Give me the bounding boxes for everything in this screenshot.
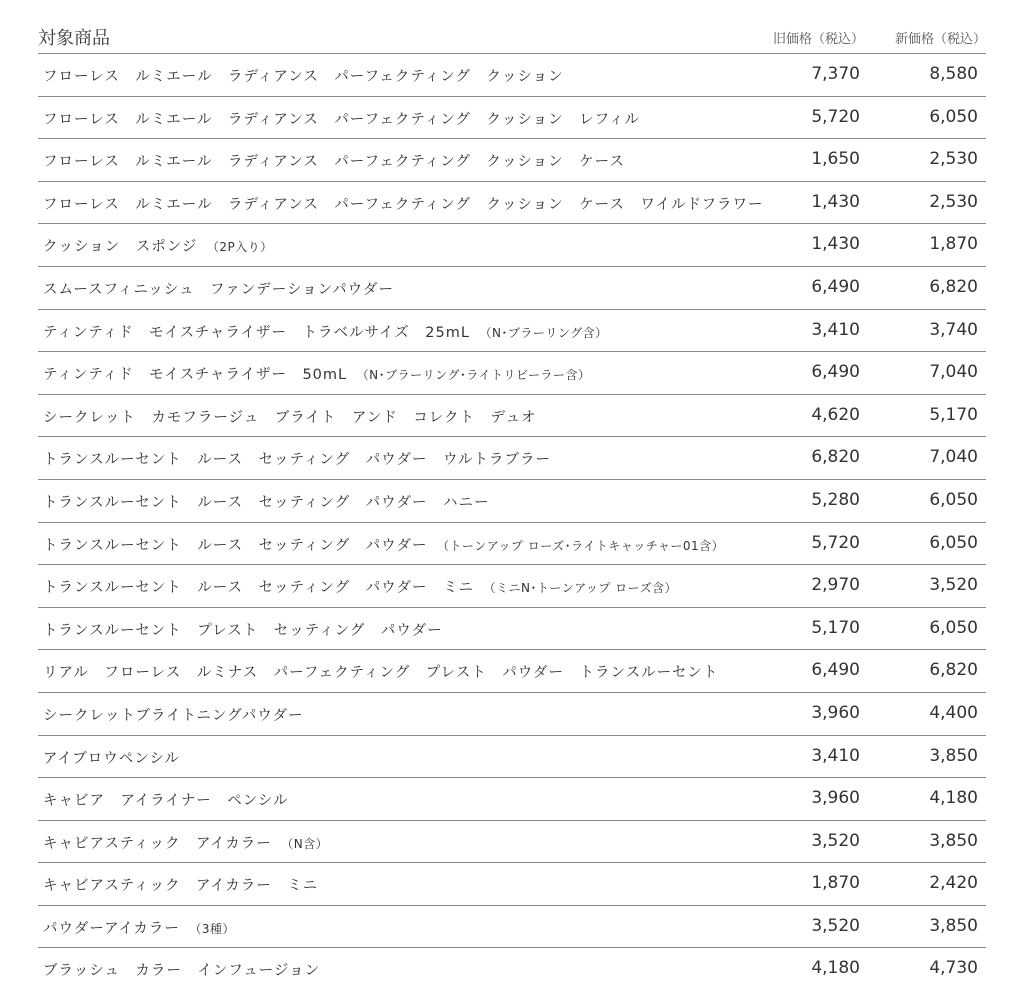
product-name [43,704,304,725]
table-row [38,480,986,523]
product-name-text: キャビアスティック アイカラー ミニ [43,878,319,895]
old-price: 5,170 [811,617,860,638]
table-row [38,267,986,310]
product-note: （3種） [195,921,236,936]
product-name [43,832,328,853]
product-name [43,321,608,342]
table-row [38,352,986,395]
product-name-text: トランスルーセント ルース セッティング パウダー ハニー [43,494,490,511]
product-name [43,661,718,682]
table-row [38,863,986,906]
new-price: 6,050 [929,532,978,553]
table-row [38,54,986,97]
new-price: 6,820 [929,660,978,681]
old-price-column-header: 旧価格（税込） [772,32,864,47]
product-name [43,65,564,86]
old-price: 6,490 [811,660,860,681]
new-price: 2,530 [929,149,978,170]
old-price: 1,650 [811,149,860,170]
old-price: 4,180 [811,958,860,979]
new-price: 4,400 [929,702,978,723]
table-row [38,650,986,693]
product-name [43,108,640,129]
product-name-text: ティンティド モイスチャライザー 50mL [43,367,363,384]
product-name-text: トランスルーセント プレスト セッティング パウダー [43,622,443,639]
new-price: 4,180 [929,788,978,809]
product-name [43,534,724,555]
table-row [38,821,986,864]
old-price: 5,720 [811,532,860,553]
table-row [38,437,986,480]
table-header [38,14,986,54]
product-name-text: アイブロウペンシル [43,750,181,767]
old-price: 6,490 [811,276,860,297]
product-name [43,959,320,980]
new-price: 2,420 [929,873,978,894]
old-price: 1,430 [811,191,860,212]
new-price: 1,870 [929,234,978,255]
new-price: 7,040 [929,362,978,383]
product-note: （トーンアップ ローズ･ライトキャッチャー01含） [442,538,725,553]
old-price: 2,970 [811,575,860,596]
product-name [43,363,591,384]
old-price: 6,490 [811,362,860,383]
new-price: 3,740 [929,319,978,340]
product-name [43,406,537,427]
product-name [43,874,318,895]
new-price-column-header: 新価格（税込） [894,32,986,47]
product-name [43,789,289,810]
product-column-header: 対象商品 [38,28,110,49]
product-name [43,747,180,768]
price-table [38,14,986,991]
product-name [43,193,764,214]
product-name [43,235,273,256]
old-price: 5,280 [811,489,860,510]
new-price: 5,170 [929,404,978,425]
new-price: 8,580 [929,64,978,84]
old-price: 5,720 [811,106,860,127]
product-name-text: トランスルーセント ルース セッティング パウダー ミニ [43,580,490,597]
product-note: （N･ブラーリング･ライトリビーラー含） [362,368,591,383]
old-price: 3,960 [811,788,860,809]
table-row [38,97,986,140]
new-price: 7,040 [929,447,978,468]
new-price: 3,520 [929,575,978,596]
product-note: （N･ブラーリング含） [485,325,608,340]
product-note: （ミニN･トーンアップ ローズ含） [489,581,678,596]
new-price: 3,850 [929,745,978,766]
table-row [38,139,986,182]
product-name [43,448,551,469]
product-name-text: シークレット カモフラージュ ブライト アンド コレクト デュオ [43,409,537,426]
new-price: 2,530 [929,191,978,212]
old-price: 1,870 [811,873,860,894]
product-name-text: リアル フローレス ルミナス パーフェクティング プレスト パウダー トランスルーセント [43,665,719,682]
table-row [38,736,986,779]
new-price: 4,730 [929,958,978,979]
product-name [43,150,625,171]
new-price: 6,050 [929,489,978,510]
new-price: 6,050 [929,617,978,638]
product-name-text: トランスルーセント ルース セッティング パウダー ウルトラブラー [43,452,552,469]
table-row [38,310,986,353]
product-note: （2P入り） [212,240,273,255]
old-price: 3,960 [811,702,860,723]
table-row [38,182,986,225]
table-row [38,778,986,821]
old-price: 3,410 [811,319,860,340]
table-row [38,224,986,267]
product-name-text: フローレス ルミエール ラディアンス パーフェクティング クッション ケース ワイルドフラワー [43,196,764,213]
product-name-text: フローレス ルミエール ラディアンス パーフェクティング クッション [43,69,564,85]
old-price: 4,620 [811,404,860,425]
old-price: 7,370 [811,64,860,84]
product-name-text: フローレス ルミエール ラディアンス パーフェクティング クッション レフィル [43,111,640,128]
product-name-text: パウダーアイカラー [43,920,196,937]
old-price: 3,520 [811,915,860,936]
product-name-text: ブラッシュ カラー インフュージョン [43,963,321,980]
table-body [38,54,986,991]
product-name-text: キャビアスティック アイカラー [43,835,288,852]
old-price: 3,410 [811,745,860,766]
old-price: 1,430 [811,234,860,255]
product-name [43,491,489,512]
table-row [38,608,986,651]
table-row [38,948,986,991]
product-name-text: ティンティド モイスチャライザー トラベルサイズ 25mL [43,324,486,341]
table-row [38,565,986,608]
table-row [38,693,986,736]
new-price: 3,850 [929,830,978,851]
product-name-text: クッション スポンジ [43,239,213,256]
new-price: 3,850 [929,915,978,936]
product-name-text: シークレットブライトニングパウダー [43,707,304,724]
new-price: 6,050 [929,106,978,127]
product-name-text: スムースフィニッシュ ファンデーションパウダー [43,281,394,298]
product-name [43,917,235,938]
table-row [38,523,986,566]
product-name [43,278,394,299]
table-row [38,906,986,949]
product-name-text: フローレス ルミエール ラディアンス パーフェクティング クッション ケース [43,154,625,171]
new-price: 6,820 [929,276,978,297]
product-name [43,619,443,640]
old-price: 6,820 [811,447,860,468]
product-name-text: キャビア アイライナー ペンシル [43,793,289,810]
table-row [38,395,986,438]
product-note: （N含） [287,836,329,851]
product-name-text: トランスルーセント ルース セッティング パウダー [43,537,443,554]
product-name [43,576,677,597]
old-price: 3,520 [811,830,860,851]
